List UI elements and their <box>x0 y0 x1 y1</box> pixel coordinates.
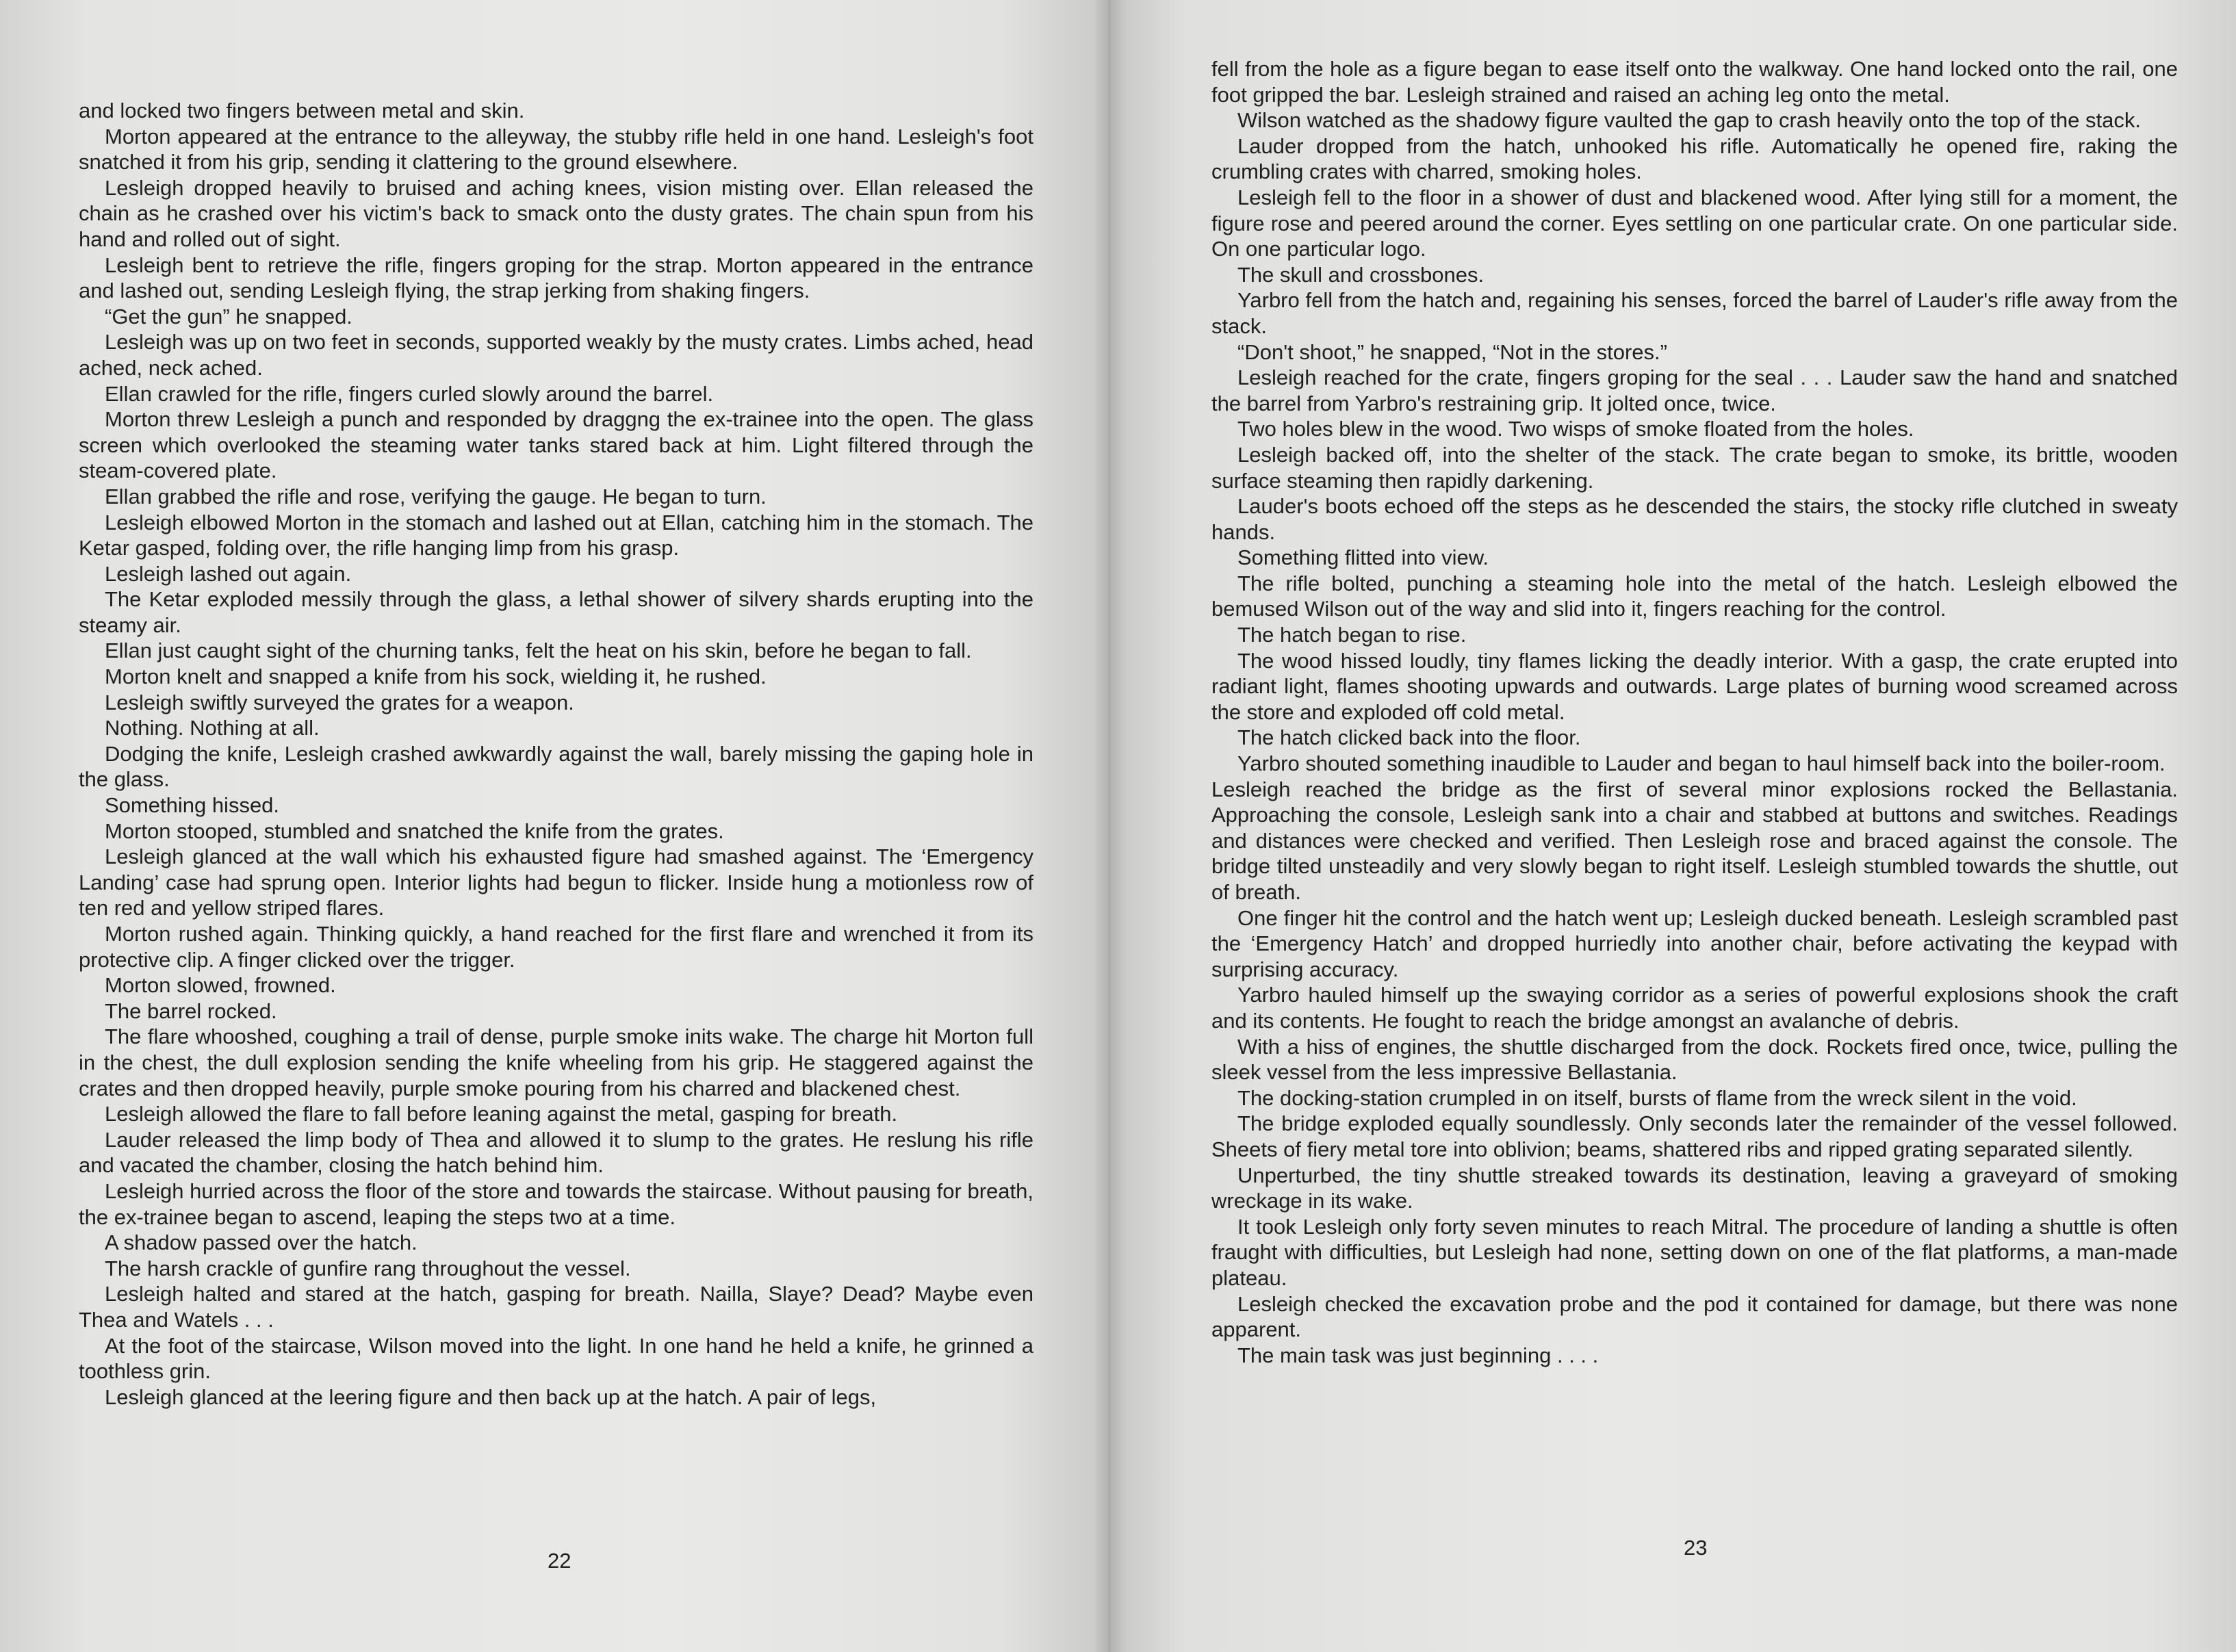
paragraph: The hatch clicked back into the floor. <box>1237 725 1581 750</box>
paragraph: Wilson watched as the shadowy figure vaulted the gap to crash heavily onto the top of the stack. <box>1237 108 2141 133</box>
paragraph: Ellan grabbed the rifle and rose, verifying the gauge. He began to turn. <box>105 484 767 508</box>
paragraph: It took Lesleigh only forty seven minutes to reach Mitral. The procedure of landing a shuttle is often fraught with difficulties, but Lesleigh had none, setting down on one of the flat platforms, a man-made plateau. <box>1211 1214 2178 1290</box>
paragraph: The barrel rocked. <box>105 998 277 1023</box>
paragraph: Morton stooped, stumbled and snatched the knife from the grates. <box>105 818 724 843</box>
paragraph: Lesleigh halted and stared at the hatch, gasping for breath. Nailla, Slaye? Dead? Maybe even Thea and Watels . . . <box>79 1282 1033 1332</box>
paragraph: A shadow passed over the hatch. <box>105 1230 417 1255</box>
page-number: 23 <box>1684 1536 1708 1560</box>
paragraph: Morton appeared at the entrance to the alleyway, the stubby rifle held in one hand. Lesleigh's foot snatched it from his grip, sending it clattering to the ground elsewhere. <box>79 124 1033 175</box>
paragraph: The skull and crossbones. <box>1237 262 1485 287</box>
paragraph: Lesleigh reached for the crate, fingers groping for the seal . . . Lauder saw the hand and snatched the barrel from Yarbro's restraining grip. It jolted once, twice. <box>1211 365 2178 415</box>
right-page <box>1109 0 2236 1652</box>
paragraph: Lesleigh glanced at the wall which his exhausted figure had smashed against. The ‘Emergency Landing’ case had sprung open. Interior lights had begun to flicker. Inside hung a motionless row of ten red and yellow striped flares. <box>79 844 1033 920</box>
paragraph: The wood hissed loudly, tiny flames licking the deadly interior. With a gasp, the crate erupted into radiant light, flames shooting upwards and outwards. Large plates of burning wood screamed across the store and exploded off cold metal. <box>1211 648 2178 724</box>
paragraph: Ellan crawled for the rifle, fingers curled slowly around the barrel. <box>105 381 714 406</box>
paragraph: Lesleigh reached the bridge as the first of several minor explosions rocked the Bellastania. Approaching the console, Lesleigh sank into a chair and stabbed at buttons and switches. Readings and distances were checked and verified. Then Lesleigh rose and braced against the console. The bridge tilted unsteadily and very slowly began to right itself. Lesleigh stumbled towards the shuttle, out of breath. <box>1211 777 2178 904</box>
paragraph: Lesleigh elbowed Morton in the stomach and lashed out at Ellan, catching him in the stomach. The Ketar gasped, folding over, the rifle hanging limp from his grasp. <box>79 510 1033 560</box>
page-number: 22 <box>548 1549 571 1573</box>
paragraph: Nothing. Nothing at all. <box>105 716 320 740</box>
paragraph: Lesleigh hurried across the floor of the store and towards the staircase. Without pausing for breath, the ex-trainee began to ascend, leaping the steps two at a time. <box>79 1178 1033 1229</box>
paragraph: Unperturbed, the tiny shuttle streaked towards its destination, leaving a graveyard of smoking wreckage in its wake. <box>1211 1163 2178 1213</box>
paragraph: The rifle bolted, punching a steaming hole into the metal of the hatch. Lesleigh elbowed the bemused Wilson out of the way and slid into it, fingers reaching for the control. <box>1211 571 2178 621</box>
paragraph: Morton threw Lesleigh a punch and responded by draggng the ex-trainee into the open. The glass screen which overlooked the steaming water tanks stared back at him. Light filtered through the steam-covered plate. <box>79 407 1033 483</box>
paragraph: “Don't shoot,” he snapped, “Not in the stores.” <box>1237 339 1667 364</box>
paragraph: With a hiss of engines, the shuttle discharged from the dock. Rockets fired once, twice, pulling the sleek vessel from the less impressive Bellastania. <box>1211 1034 2178 1085</box>
paragraph: At the foot of the staircase, Wilson moved into the light. In one hand he held a knife, he grinned a toothless grin. <box>79 1333 1033 1384</box>
right-page-text <box>1211 56 2178 1368</box>
paragraph: Lauder released the limp body of Thea and allowed it to slump to the grates. He reslung his rifle and vacated the chamber, closing the hatch behind him. <box>79 1127 1033 1178</box>
book-gutter <box>1092 0 1127 1652</box>
paragraph: Ellan just caught sight of the churning tanks, felt the heat on his skin, before he began to fall. <box>105 638 972 663</box>
paragraph: Two holes blew in the wood. Two wisps of smoke floated from the holes. <box>1237 417 1914 441</box>
paragraph: The Ketar exploded messily through the glass, a lethal shower of silvery shards erupting into the steamy air. <box>79 587 1033 637</box>
paragraph: Yarbro fell from the hatch and, regaining his senses, forced the barrel of Lauder's rifle away from the stack. <box>1211 288 2178 338</box>
paragraph: The docking-station crumpled in on itself, bursts of flame from the wreck silent in the void. <box>1237 1085 2077 1110</box>
paragraph: and locked two fingers between metal and skin. <box>79 99 525 122</box>
paragraph: Yarbro shouted something inaudible to Lauder and began to haul himself back into the boiler-room. <box>1237 751 2166 776</box>
paragraph: Lesleigh bent to retrieve the rifle, fingers groping for the strap. Morton appeared in the entrance and lashed out, sending Lesleigh flying, the strap jerking from shaking fingers. <box>79 253 1033 303</box>
paragraph: Morton slowed, frowned. <box>105 973 336 998</box>
paragraph: Lesleigh fell to the floor in a shower of dust and blackened wood. After lying still for a moment, the figure rose and peered around the corner. Eyes settling on one particular crate. On one particular side. On one particular logo. <box>1211 185 2178 261</box>
paragraph: Something flitted into view. <box>1237 545 1489 570</box>
paragraph: Lesleigh dropped heavily to bruised and aching knees, vision misting over. Ellan released the chain as he crashed over his victim's back to smack onto the dusty grates. The chain spun from his hand and rolled out of sight. <box>79 175 1033 251</box>
paragraph: The main task was just beginning . . . . <box>1237 1343 1599 1367</box>
paragraph: The hatch began to rise. <box>1237 623 1467 647</box>
paragraph: Something hissed. <box>105 793 280 818</box>
paragraph: Lesleigh glanced at the leering figure and then back up at the hatch. A pair of legs, <box>105 1384 877 1409</box>
paragraph: fell from the hole as a figure began to ease itself onto the walkway. One hand locked onto the rail, one foot gripped the bar. Lesleigh strained and raised an aching leg onto the metal. <box>1211 57 2178 107</box>
paragraph: Morton rushed again. Thinking quickly, a hand reached for the first flare and wrenched it from its protective clip. A finger clicked over the trigger. <box>79 922 1033 972</box>
paragraph: One finger hit the control and the hatch went up; Lesleigh ducked beneath. Lesleigh scrambled past the ‘Emergency Hatch’ and dropped hurriedly into another chair, before activating the keypad with surprising accuracy. <box>1211 905 2178 981</box>
paragraph: Lesleigh allowed the flare to fall before leaning against the metal, gasping for breath. <box>105 1102 898 1126</box>
paragraph: The flare whooshed, coughing a trail of dense, purple smoke inits wake. The charge hit Morton full in the chest, the dull explosion sending the knife wheeling from his grip. He staggered against the crates and then dropped heavily, purple smoke pouring from his charred and blackened chest. <box>79 1024 1033 1100</box>
left-page <box>0 0 1109 1652</box>
paragraph: Lesleigh was up on two feet in seconds, supported weakly by the musty crates. Limbs ached, head ached, neck ached. <box>79 330 1033 380</box>
left-page-text <box>79 98 1033 1410</box>
paragraph: Morton knelt and snapped a knife from his sock, wielding it, he rushed. <box>105 664 767 689</box>
paragraph: Lauder dropped from the hatch, unhooked his rifle. Automatically he opened fire, raking the crumbling crates with charred, smoking holes. <box>1211 133 2178 184</box>
paragraph: The bridge exploded equally soundlessly. Only seconds later the remainder of the vessel followed. Sheets of fiery metal tore into oblivion; beams, shattered ribs and ripped grating separated silently. <box>1211 1111 2178 1161</box>
paragraph: Dodging the knife, Lesleigh crashed awkwardly against the wall, barely missing the gaping hole in the glass. <box>79 741 1033 792</box>
paragraph: The harsh crackle of gunfire rang throughout the vessel. <box>105 1256 631 1280</box>
paragraph: Lesleigh lashed out again. <box>105 561 352 586</box>
paragraph: Lesleigh checked the excavation probe and the pod it contained for damage, but there was none apparent. <box>1211 1291 2178 1342</box>
paragraph: Lesleigh swiftly surveyed the grates for a weapon. <box>105 690 574 714</box>
paragraph: Lesleigh backed off, into the shelter of the stack. The crate began to smoke, its brittle, wooden surface steaming then rapidly darkening. <box>1211 442 2178 493</box>
paragraph: Yarbro hauled himself up the swaying corridor as a series of powerful explosions shook the craft and its contents. He fought to reach the bridge amongst an avalanche of debris. <box>1211 983 2178 1033</box>
paragraph: “Get the gun” he snapped. <box>105 304 352 328</box>
paragraph: Lauder's boots echoed off the steps as he descended the stairs, the stocky rifle clutched in sweaty hands. <box>1211 494 2178 544</box>
